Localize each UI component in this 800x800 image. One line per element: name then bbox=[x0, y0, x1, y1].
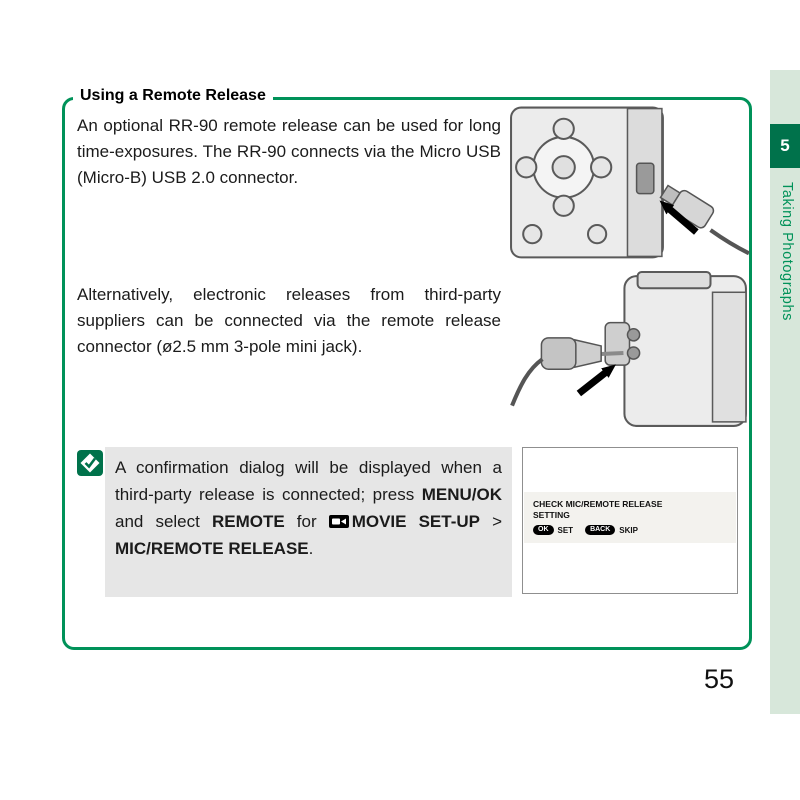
chapter-tab bbox=[770, 124, 800, 168]
menu-ok-label: MENU/OK bbox=[421, 485, 502, 504]
dialog-title-line1: CHECK MIC/REMOTE RELEASE bbox=[533, 499, 663, 509]
ok-key-action: SET bbox=[557, 525, 574, 535]
back-key-badge: BACK bbox=[585, 525, 615, 535]
dialog-title-line2: SETTING bbox=[533, 510, 570, 520]
note-seg2: and select bbox=[115, 512, 212, 531]
note-seg4: . bbox=[308, 539, 314, 558]
paragraph-rr90: An optional RR-90 remote release can be used for long time-exposures. The RR-90 connects via the Micro USB (Micro-B) USB 2.0 connector. bbox=[77, 116, 501, 187]
note-check-diamond-icon bbox=[77, 450, 103, 476]
note-separator: > bbox=[479, 512, 502, 531]
section-box bbox=[62, 87, 752, 650]
paragraph-third-party: Alternatively, electronic releases from third-party suppliers can be connected via the remote release connector (ø2.5 mm 3-pole mini jack). bbox=[77, 285, 501, 356]
movie-camera-icon bbox=[329, 515, 349, 528]
mic-remote-label: MIC/REMOTE RELEASE bbox=[115, 539, 309, 558]
note-seg1: A confirmation dialog will be displayed when a third-party release is connected; press bbox=[115, 458, 502, 504]
dialog-message-band bbox=[524, 492, 736, 543]
note-seg3: for bbox=[284, 512, 329, 531]
camera-jack-illustration bbox=[508, 270, 751, 432]
remote-label: REMOTE bbox=[211, 512, 285, 531]
dialog-key-hints bbox=[533, 525, 727, 535]
chapter-number: 5 bbox=[780, 136, 790, 155]
note bbox=[105, 447, 512, 597]
section-title: Using a Remote Release bbox=[73, 87, 273, 105]
camera-usb-illustration bbox=[508, 104, 751, 262]
movie-setup-label: MOVIE SET-UP bbox=[351, 512, 480, 531]
page-number: 55 bbox=[703, 664, 734, 694]
back-key-action: SKIP bbox=[619, 525, 638, 535]
note-text bbox=[115, 454, 502, 562]
confirmation-dialog-screen bbox=[522, 447, 738, 594]
chapter-title: Taking Photographs bbox=[779, 182, 795, 321]
ok-key-badge: OK bbox=[533, 525, 554, 535]
